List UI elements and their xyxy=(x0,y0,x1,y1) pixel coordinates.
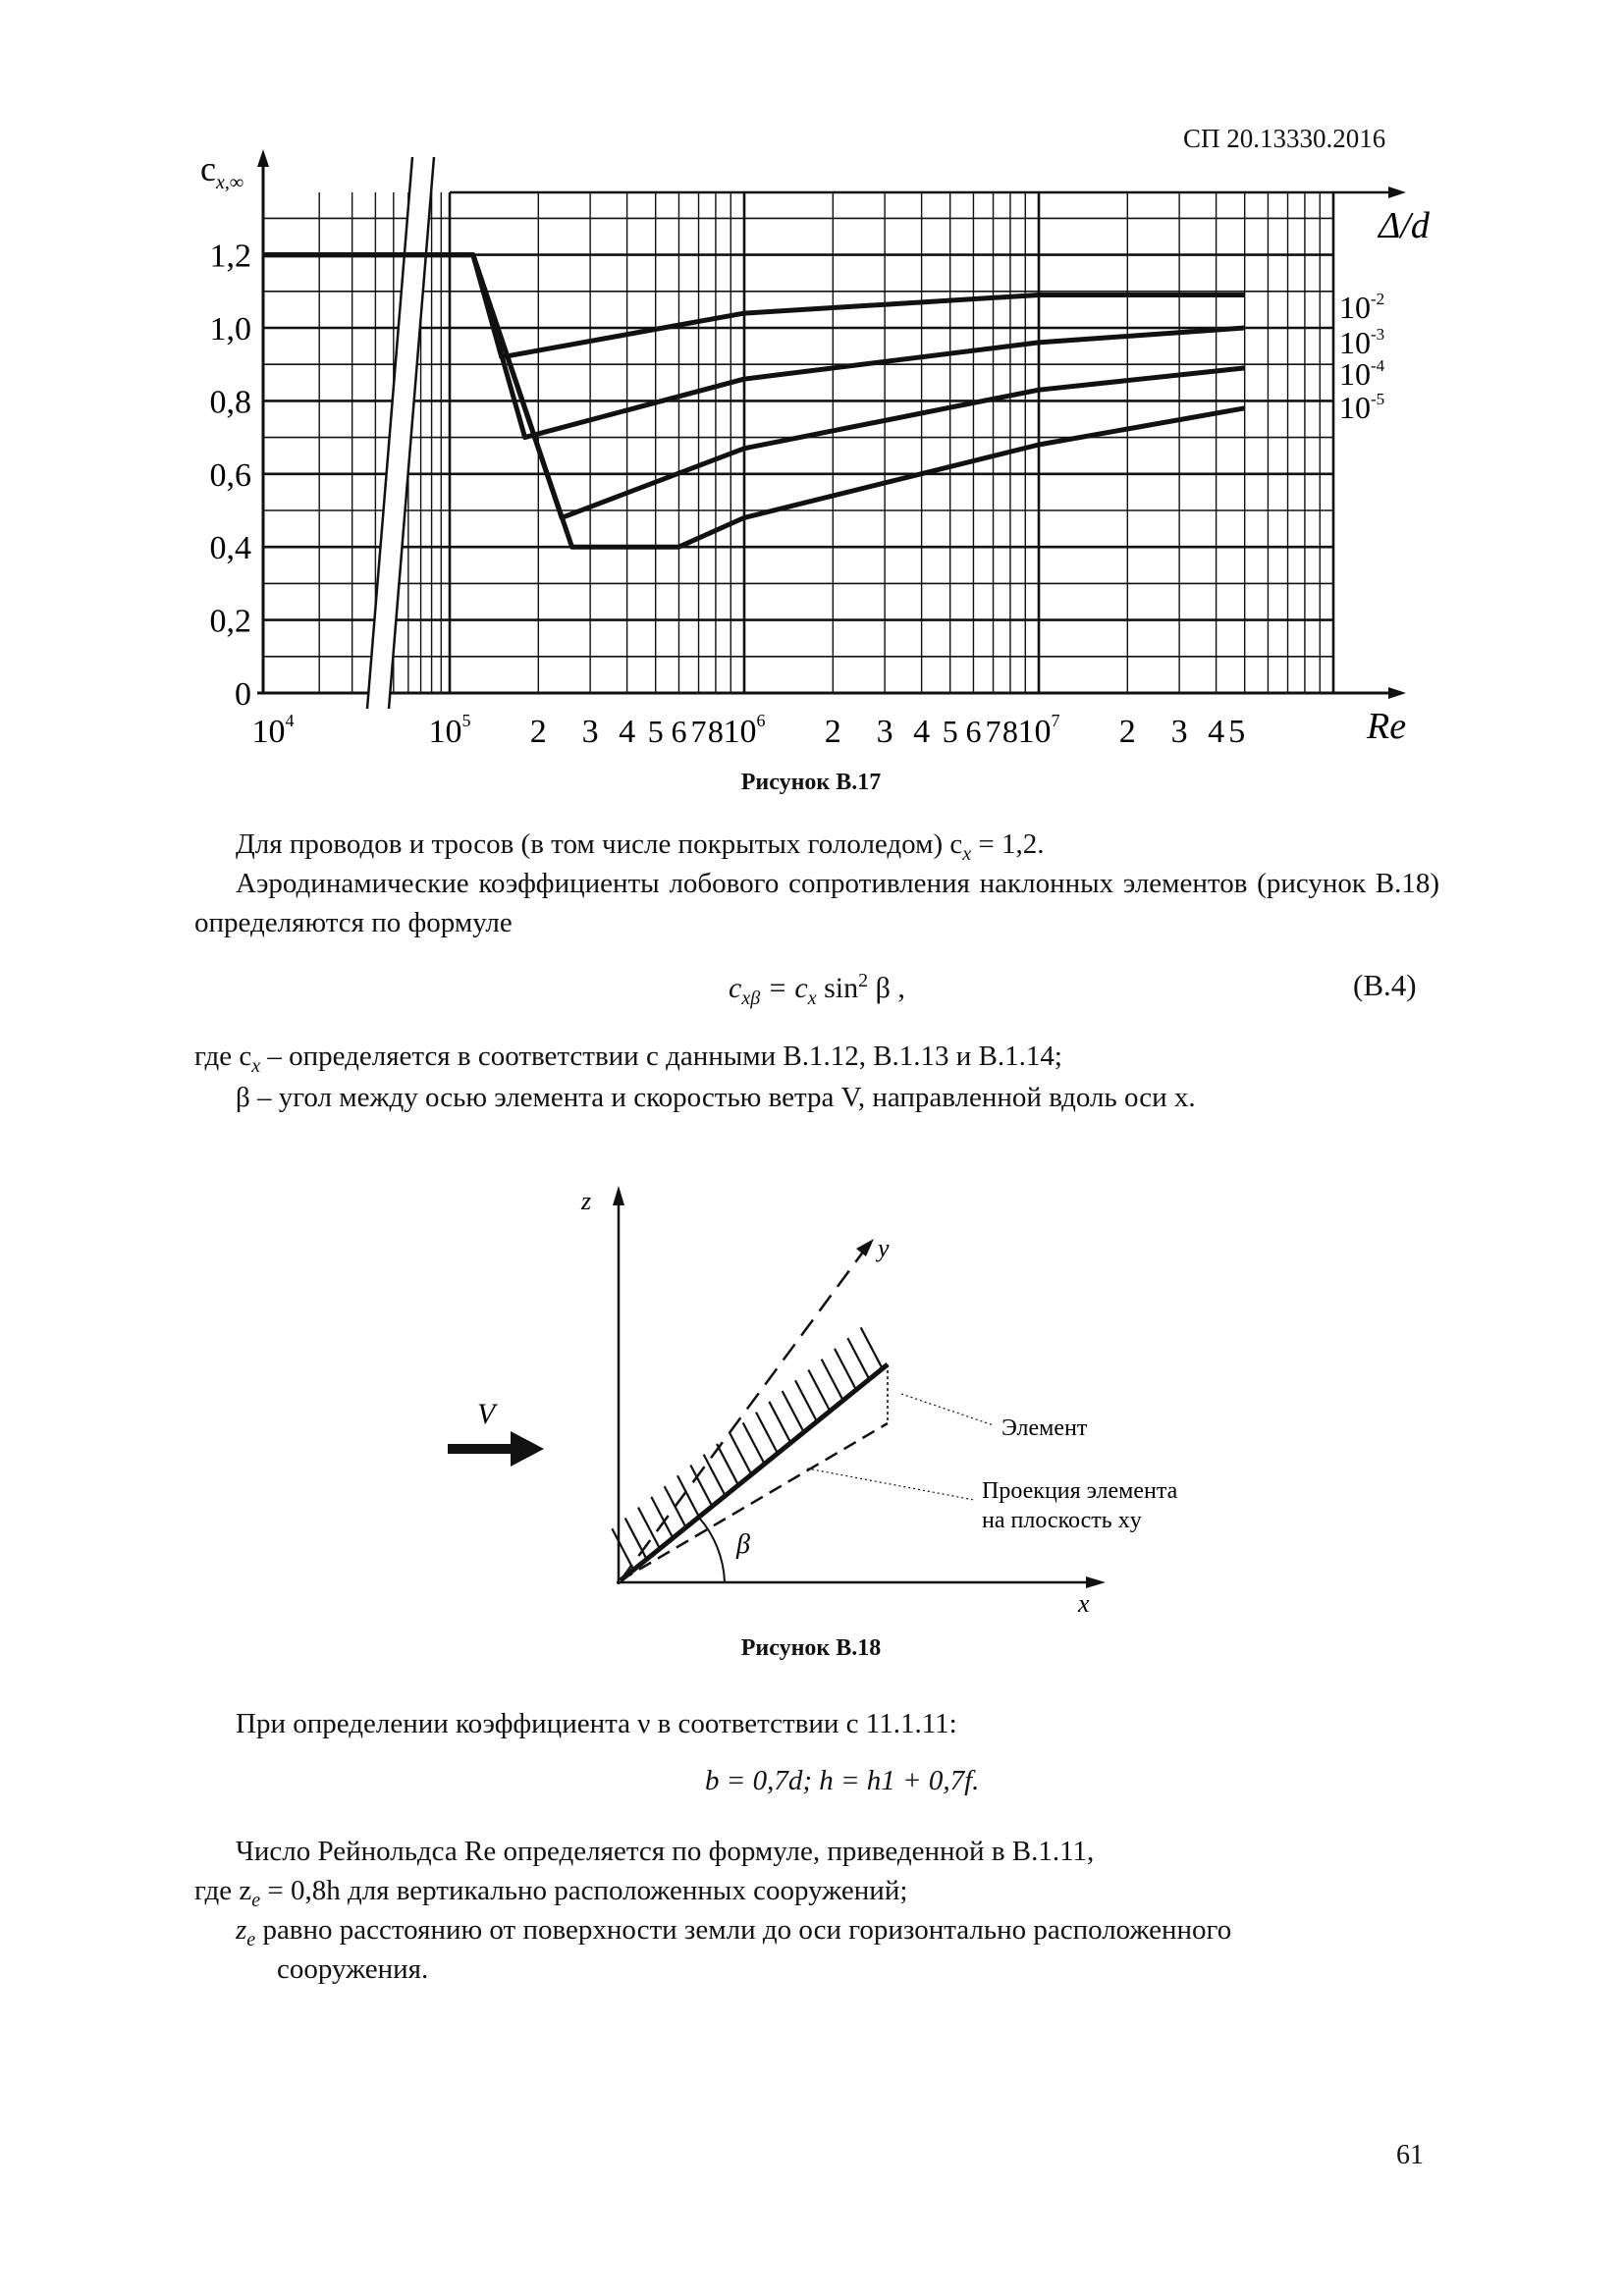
right-axis-title: Δ/d xyxy=(1379,205,1430,246)
x-tick-label: 2 xyxy=(529,714,547,750)
x-tick-label: 7 xyxy=(985,714,1001,749)
beta-label: β xyxy=(736,1529,750,1560)
hatch-line xyxy=(795,1380,817,1421)
paragraph-coefficients: Аэродинамические коэффициенты лобового сопротивления наклонных элементов (рисунок В.18) определяются по формуле xyxy=(194,868,1439,938)
wind-label: V xyxy=(477,1398,496,1430)
y-axis-arrow xyxy=(257,149,269,167)
x-tick-label: 6 xyxy=(965,714,982,749)
curve-labels xyxy=(1339,290,1385,425)
x-tick-label: 5 xyxy=(1228,714,1246,750)
x-tick-label: 8 xyxy=(707,714,724,749)
x-tick-label: 8 xyxy=(1001,714,1018,749)
y-tick-label: 0,4 xyxy=(209,530,251,567)
x-tick-label: 4 xyxy=(619,714,636,750)
figure-b17-chart xyxy=(200,149,1431,750)
hatch-line xyxy=(822,1360,843,1401)
wind-arrow-head xyxy=(511,1431,544,1467)
paragraph-structure: сооружения. xyxy=(277,1953,429,1985)
curve-label: $10^{-4}$ xyxy=(1339,356,1385,392)
curve-label: $10^{-3}$ xyxy=(1339,325,1385,360)
hatch-line xyxy=(808,1369,830,1411)
y-axis-title: $c_{x,\infty}$ xyxy=(200,149,244,193)
top-axis-arrow xyxy=(1388,187,1406,198)
z-axis-arrow xyxy=(613,1186,624,1205)
y-tick-label: 0,6 xyxy=(209,456,251,494)
x-tick-labels xyxy=(252,711,1246,750)
x-tick-label: 7 xyxy=(690,714,707,749)
y-axis-arrow xyxy=(856,1239,874,1256)
projection-leader xyxy=(807,1468,974,1500)
formula-number: (В.4) xyxy=(1353,968,1417,1002)
y-tick-label: 1,0 xyxy=(209,311,251,347)
hatch-line xyxy=(665,1486,686,1527)
x-tick-label: 4 xyxy=(1208,714,1225,750)
y-tick-label: 1,2 xyxy=(209,238,251,275)
paragraph-where-cx: где $c_x$ – определяется в соответствии с данными В.1.12, В.1.13 и В.1.14; xyxy=(194,1041,1062,1077)
chart-axes xyxy=(257,149,1406,699)
x-tick-label: 2 xyxy=(824,714,841,750)
formula-b-h: b = 0,7d; h = h1 + 0,7f. xyxy=(705,1765,980,1796)
paragraph-beta: β – угол между осью элемента и скоростью ветра V, направленной вдоль оси x. xyxy=(236,1082,1196,1113)
hatch-line xyxy=(730,1433,751,1474)
x-tick-label: $10^7$ xyxy=(1017,711,1060,750)
x-tick-label: 2 xyxy=(1118,714,1136,750)
hatch-line xyxy=(677,1475,699,1517)
x-tick-label: 4 xyxy=(913,714,931,750)
y-axis-label: y xyxy=(878,1234,890,1262)
paragraph-ze-vertical: где $z_e = 0,8h$ для вертикально расположенных сооружений; xyxy=(194,1875,908,1911)
paragraph-wires: Для проводов и тросов (в том числе покрытых гололедом) $c_x = 1,2$. xyxy=(236,828,1045,865)
figure-b18-diagram xyxy=(448,1186,1178,1618)
hatch-line xyxy=(651,1497,673,1538)
hatch-line xyxy=(835,1349,856,1390)
paragraph-reynolds: Число Рейнольдса Re определяется по формуле, приведенной в В.1.11, xyxy=(236,1836,1095,1867)
x-tick-label: 5 xyxy=(647,714,664,749)
hatch-line xyxy=(769,1402,790,1443)
x-axis-arrow xyxy=(1388,687,1406,699)
hatch-line xyxy=(612,1528,633,1570)
x-tick-label: 3 xyxy=(1170,714,1188,750)
hatch-line xyxy=(783,1391,804,1432)
hatch-line xyxy=(861,1327,883,1368)
curve-label: $10^{-5}$ xyxy=(1339,390,1385,425)
z-axis-label: z xyxy=(581,1187,592,1215)
hatch-line xyxy=(704,1455,726,1496)
hatch-line xyxy=(717,1444,738,1485)
x-tick-label: $10^6$ xyxy=(723,711,766,750)
curve-label: $10^{-2}$ xyxy=(1339,290,1385,325)
x-axis-arrow xyxy=(1086,1576,1106,1588)
y-tick-label: 0,8 xyxy=(209,384,251,421)
x-axis-label: x xyxy=(1078,1589,1090,1618)
y-tick-labels xyxy=(210,239,252,713)
hatch-line xyxy=(847,1338,869,1379)
x-axis-title: Re xyxy=(1367,706,1407,747)
document-code: СП 20.13330.2016 xyxy=(1183,124,1386,153)
x-tick-label: 5 xyxy=(942,714,958,749)
element-label: Элемент xyxy=(1001,1415,1088,1441)
paragraph-nu: При определении коэффициента ν в соответствии с 11.1.11: xyxy=(236,1708,957,1739)
projection-label-line2: на плоскость xy xyxy=(982,1508,1142,1533)
projection-label-line1: Проекция элемента xyxy=(982,1478,1178,1504)
hatch-line xyxy=(756,1413,778,1454)
paragraph-ze-horizontal: $z_e$ равно расстоянию от поверхности земли до оси горизонтально расположенного xyxy=(236,1914,1232,1950)
y-tick-label: 0,2 xyxy=(209,603,251,640)
formula-b4: $c_{x\beta} = c_x$ $\sin^2 \beta$ , xyxy=(729,970,905,1009)
x-tick-label: 3 xyxy=(581,714,599,750)
x-tick-label: 3 xyxy=(876,714,893,750)
x-tick-label: 6 xyxy=(671,714,687,749)
hatch-line xyxy=(625,1518,647,1559)
element-leader xyxy=(901,1394,994,1425)
beta-arc xyxy=(699,1518,725,1582)
page-number: 61 xyxy=(1396,2140,1424,2170)
figure-b18-caption: Рисунок В.18 xyxy=(740,1635,882,1661)
hatch-line xyxy=(743,1422,765,1464)
y-tick-label: 0 xyxy=(235,676,251,713)
figure-b17-caption: Рисунок В.17 xyxy=(740,770,882,795)
x-tick-label: $10^5$ xyxy=(428,711,471,750)
projection-line xyxy=(621,1423,888,1580)
x-tick-label: $10^4$ xyxy=(251,711,295,750)
axis-break xyxy=(367,157,434,709)
